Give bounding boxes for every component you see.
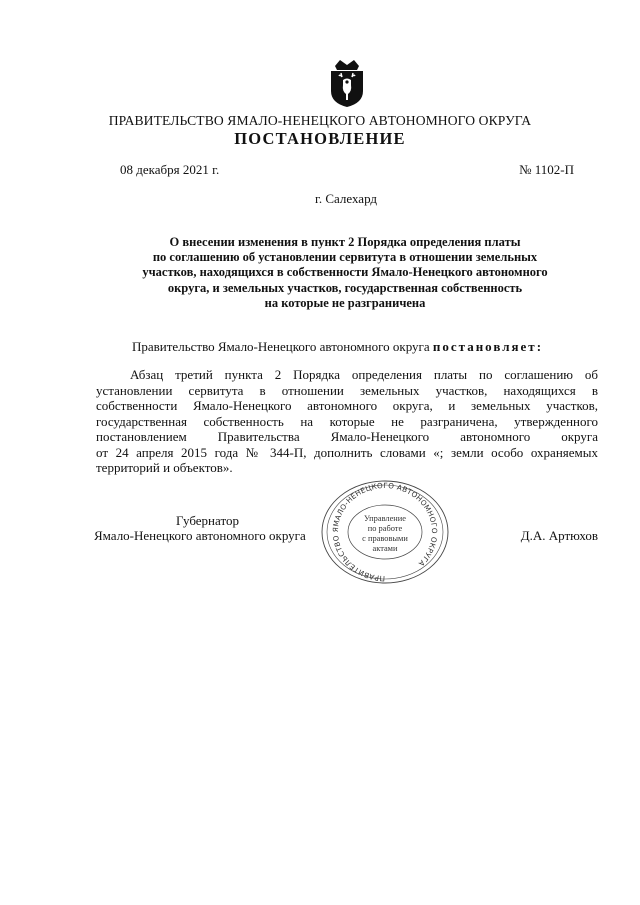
signatory-position-title: Губернатор: [176, 513, 239, 528]
stamp-center-text: [318, 514, 452, 554]
organization-name: ПРАВИТЕЛЬСТВО ЯМАЛО-НЕНЕЦКОГО АВТОНОМНОГО ОКРУГА: [108, 113, 532, 128]
body-paragraph: [96, 367, 598, 476]
stamp-ring-text: ПРАВИТЕЛЬСТВО ЯМАЛО-НЕНЕЦКОГО АВТОНОМНОГО ОКРУГА: [330, 480, 440, 584]
document-title: [100, 235, 590, 311]
preamble: [132, 339, 543, 355]
preamble-verb: постановляет:: [432, 339, 544, 354]
preamble-text: Правительство Ямало-Ненецкого автономного округа: [132, 339, 430, 354]
title-line: округа, и земельных участков, государственная собственность: [167, 280, 523, 295]
stamp-line: с правовыми: [362, 534, 408, 543]
title-line: участков, находящихся в собственности Ямало-Ненецкого автономного: [142, 265, 548, 280]
signatory-name: Д.А. Артюхов: [520, 528, 598, 543]
title-line: О внесении изменения в пункт 2 Порядка определения платы: [169, 235, 521, 249]
body-line: установлении сервитута в отношении земельных участков, находящихся в: [96, 382, 598, 398]
document-type: ПОСТАНОВЛЕНИЕ: [234, 129, 406, 148]
body-line: постановлением Правительства Ямало-Ненецкого автономного округа: [96, 429, 598, 444]
body-line: Абзац третий пункта 2 Порядка определения платы по соглашению об: [130, 367, 598, 382]
title-line: на которые не разграничена: [264, 295, 426, 310]
title-line: по соглашению об установлении сервитута в отношении земельных: [152, 250, 538, 265]
official-stamp: [318, 478, 452, 586]
body-line: от 24 апреля 2015 года № 344-П, дополнить словами «; земли особо охраняемых: [96, 444, 598, 460]
stamp-line: актами: [372, 544, 398, 553]
document-city: г. Салехард: [314, 191, 378, 206]
stamp-line: по работе: [367, 524, 403, 533]
signatory-organization: Ямало-Ненецкого автономного округа: [94, 528, 306, 543]
body-line: государственная собственность на которые не разграничена, утвержденного: [96, 413, 598, 429]
stamp-line: Управление: [363, 514, 406, 523]
body-line: собственности Ямало-Ненецкого автономного округа, и земельных участков,: [96, 398, 598, 413]
coat-of-arms-emblem: [322, 58, 372, 108]
document-date: 08 декабря 2021 г.: [120, 162, 220, 177]
body-line: территорий и объектов».: [96, 460, 233, 475]
document-number: № 1102-П: [519, 162, 574, 177]
